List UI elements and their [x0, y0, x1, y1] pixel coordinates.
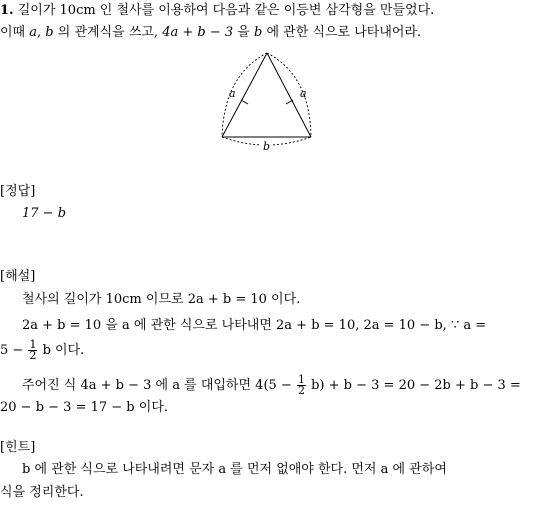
explanation-line-3 — [0, 340, 84, 361]
explanation-line-5: 20 − b − 3 = 17 − b 이다. — [0, 400, 169, 415]
hint-line-2: 식을 정리한다. — [0, 485, 84, 500]
problem-text-2a: 이때 — [0, 25, 26, 40]
problem-line-1 — [0, 3, 434, 19]
hint-header: [힌트] — [0, 440, 36, 455]
right-tick-mark — [286, 100, 293, 104]
left-tick-mark — [241, 100, 248, 104]
answer-header: [정답] — [0, 184, 36, 199]
var-a: a — [29, 25, 38, 40]
problem-line-2: 이때 a, b 의 관계식을 쓰고, 4a + b − 3 을 b 에 관한 식으로 나타내어라. — [0, 25, 422, 40]
problem-text-2b: 의 관계식을 쓰고, — [57, 25, 159, 40]
label-left-a: a — [229, 87, 236, 100]
explanation-line-4 — [22, 375, 521, 396]
exp4-post: b) + b − 3 = 20 − 2b + b − 3 = — [311, 378, 521, 393]
explanation-line-1: 철사의 길이가 10cm 이므로 2a + b = 10 이다. — [22, 292, 301, 307]
triangle-figure — [0, 45, 533, 155]
exp3-post: b 이다. — [42, 343, 85, 358]
label-base-b: b — [263, 140, 271, 153]
exp3-pre: 5 − — [0, 343, 24, 358]
problem-text-1: 길이가 10cm 인 철사를 이용하여 다음과 같은 이등변 삼각형을 만들었다. — [17, 3, 435, 18]
var-b-2: b — [254, 25, 263, 40]
problem-text-2d: 에 관한 식으로 나타내어라. — [266, 25, 422, 40]
answer-value: 17 − b — [22, 206, 67, 221]
problem-text-2c: 을 — [237, 25, 250, 40]
problem-expression: 4a + b − 3 — [162, 25, 234, 40]
fraction-half-1 — [28, 340, 37, 361]
frac2-den: 2 — [297, 384, 305, 397]
exp4-pre: 주어진 식 4a + b − 3 에 a 를 대입하면 4(5 − — [22, 378, 292, 393]
frac1-num: 1 — [29, 338, 37, 351]
hint-line-1: b 에 관한 식으로 나타내려면 문자 a 를 먼저 없애야 한다. 먼저 a 에 관하여 — [22, 462, 447, 477]
explanation-header: [해설] — [0, 269, 36, 284]
frac2-num: 1 — [297, 373, 305, 386]
explanation-line-2: 2a + b = 10 을 a 에 관한 식으로 나타내면 2a + b = 10, 2a = 10 − b, ∵ a = — [22, 318, 487, 333]
fraction-half-2 — [297, 375, 306, 396]
var-b: b — [45, 25, 54, 40]
frac1-den: 2 — [29, 349, 37, 362]
label-right-a: a — [300, 87, 307, 100]
problem-number: 1. — [0, 3, 14, 18]
